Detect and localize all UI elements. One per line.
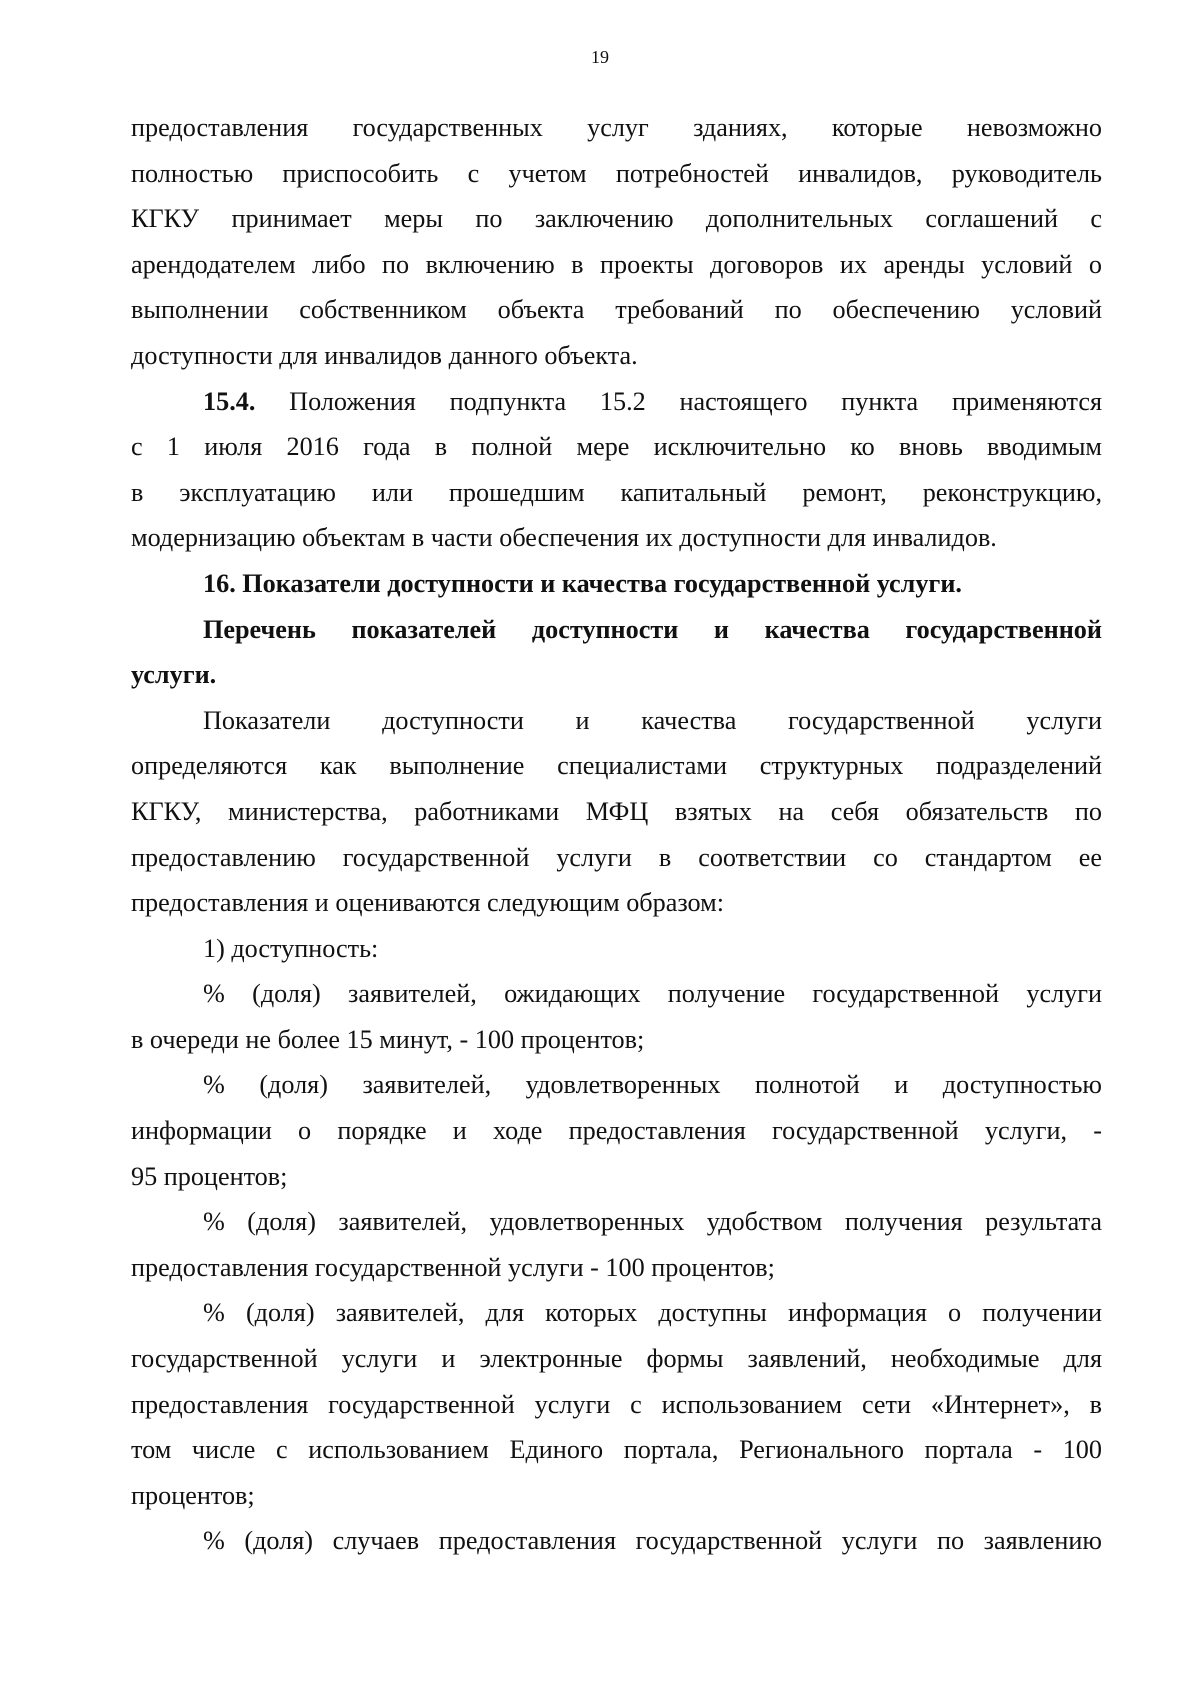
- text-line: 95 процентов;: [131, 1161, 288, 1191]
- section-heading-16: [131, 561, 1102, 607]
- paragraph-indicators-definition: [131, 698, 1102, 926]
- text-line: % (доля) заявителей, удовлетворенных полнотой и доступностью: [203, 1070, 1102, 1100]
- indicator-queue-wait: [131, 971, 1102, 1062]
- text-line: арендодателем либо по включению в проекты договоров их аренды условий о: [131, 249, 1102, 279]
- text-line: [131, 379, 1102, 425]
- page-number: 19: [591, 47, 609, 67]
- paragraph-15-4: [131, 379, 1102, 561]
- text-fragment: Положения подпункта 15.2 настоящего пункта применяются: [255, 386, 1102, 416]
- section-number: 15.4.: [203, 386, 256, 416]
- text-line: % (доля) заявителей, ожидающих получение государственной услуги: [203, 979, 1102, 1009]
- text-line: модернизацию объектам в части обеспечения их доступности для инвалидов.: [131, 523, 997, 553]
- text-line: предоставления и оцениваются следующим образом:: [131, 888, 724, 918]
- paragraph-accessibility-agreements: [131, 105, 1102, 379]
- text-line: предоставления государственной услуги с использованием сети «Интернет», в: [131, 1389, 1102, 1419]
- subsection-heading: [131, 607, 1102, 698]
- text-line: полностью приспособить с учетом потребностей инвалидов, руководитель: [131, 158, 1102, 188]
- text-line: % (доля) заявителей, для которых доступны информация о получении: [203, 1298, 1102, 1328]
- text-line: предоставлению государственной услуги в соответствии со стандартом ее: [131, 842, 1102, 872]
- text-line: КГКУ, министерства, работниками МФЦ взятых на себя обязательств по: [131, 796, 1102, 826]
- text-line: государственной услуги и электронные формы заявлений, необходимые для: [131, 1344, 1102, 1374]
- indicator-service-by-application: [131, 1518, 1102, 1564]
- text-line: 1) доступность:: [203, 933, 379, 963]
- text-line: КГКУ принимает меры по заключению дополнительных соглашений с: [131, 204, 1102, 234]
- text-line: с 1 июля 2016 года в полной мере исключительно ко вновь вводимым: [131, 432, 1102, 462]
- text-line: выполнении собственником объекта требований по обеспечению условий: [131, 295, 1102, 325]
- heading-line: Перечень показателей доступности и качества государственной: [203, 614, 1102, 644]
- text-line: в эксплуатацию или прошедшим капитальный ремонт, реконструкцию,: [131, 477, 1102, 507]
- text-line: процентов;: [131, 1480, 255, 1510]
- heading-line: услуги.: [131, 660, 217, 690]
- text-line: предоставления государственных услуг зданиях, которые невозможно: [131, 113, 1102, 142]
- text-line: % (доля) случаев предоставления государственной услуги по заявлению: [203, 1526, 1102, 1556]
- indicator-online-availability: [131, 1290, 1102, 1518]
- text-line: Показатели доступности и качества государственной услуги: [203, 705, 1102, 735]
- text-line: том числе с использованием Единого портала, Регионального портала - 100: [131, 1435, 1102, 1465]
- text-line: определяются как выполнение специалистами структурных подразделений: [131, 751, 1102, 781]
- document-body: [131, 105, 1102, 1564]
- text-line: в очереди не более 15 минут, - 100 процентов;: [131, 1024, 645, 1054]
- text-line: предоставления государственной услуги - 100 процентов;: [131, 1252, 775, 1282]
- text-line: доступности для инвалидов данного объекта.: [131, 340, 638, 370]
- indicator-result-convenience: [131, 1199, 1102, 1290]
- text-line: информации о порядке и ходе предоставления государственной услуги, -: [131, 1116, 1102, 1146]
- indicator-information-satisfaction: [131, 1062, 1102, 1199]
- text-line: % (доля) заявителей, удовлетворенных удобством получения результата: [203, 1207, 1102, 1237]
- heading-line: 16. Показатели доступности и качества государственной услуги.: [203, 568, 962, 598]
- list-item-accessibility: [131, 926, 1102, 972]
